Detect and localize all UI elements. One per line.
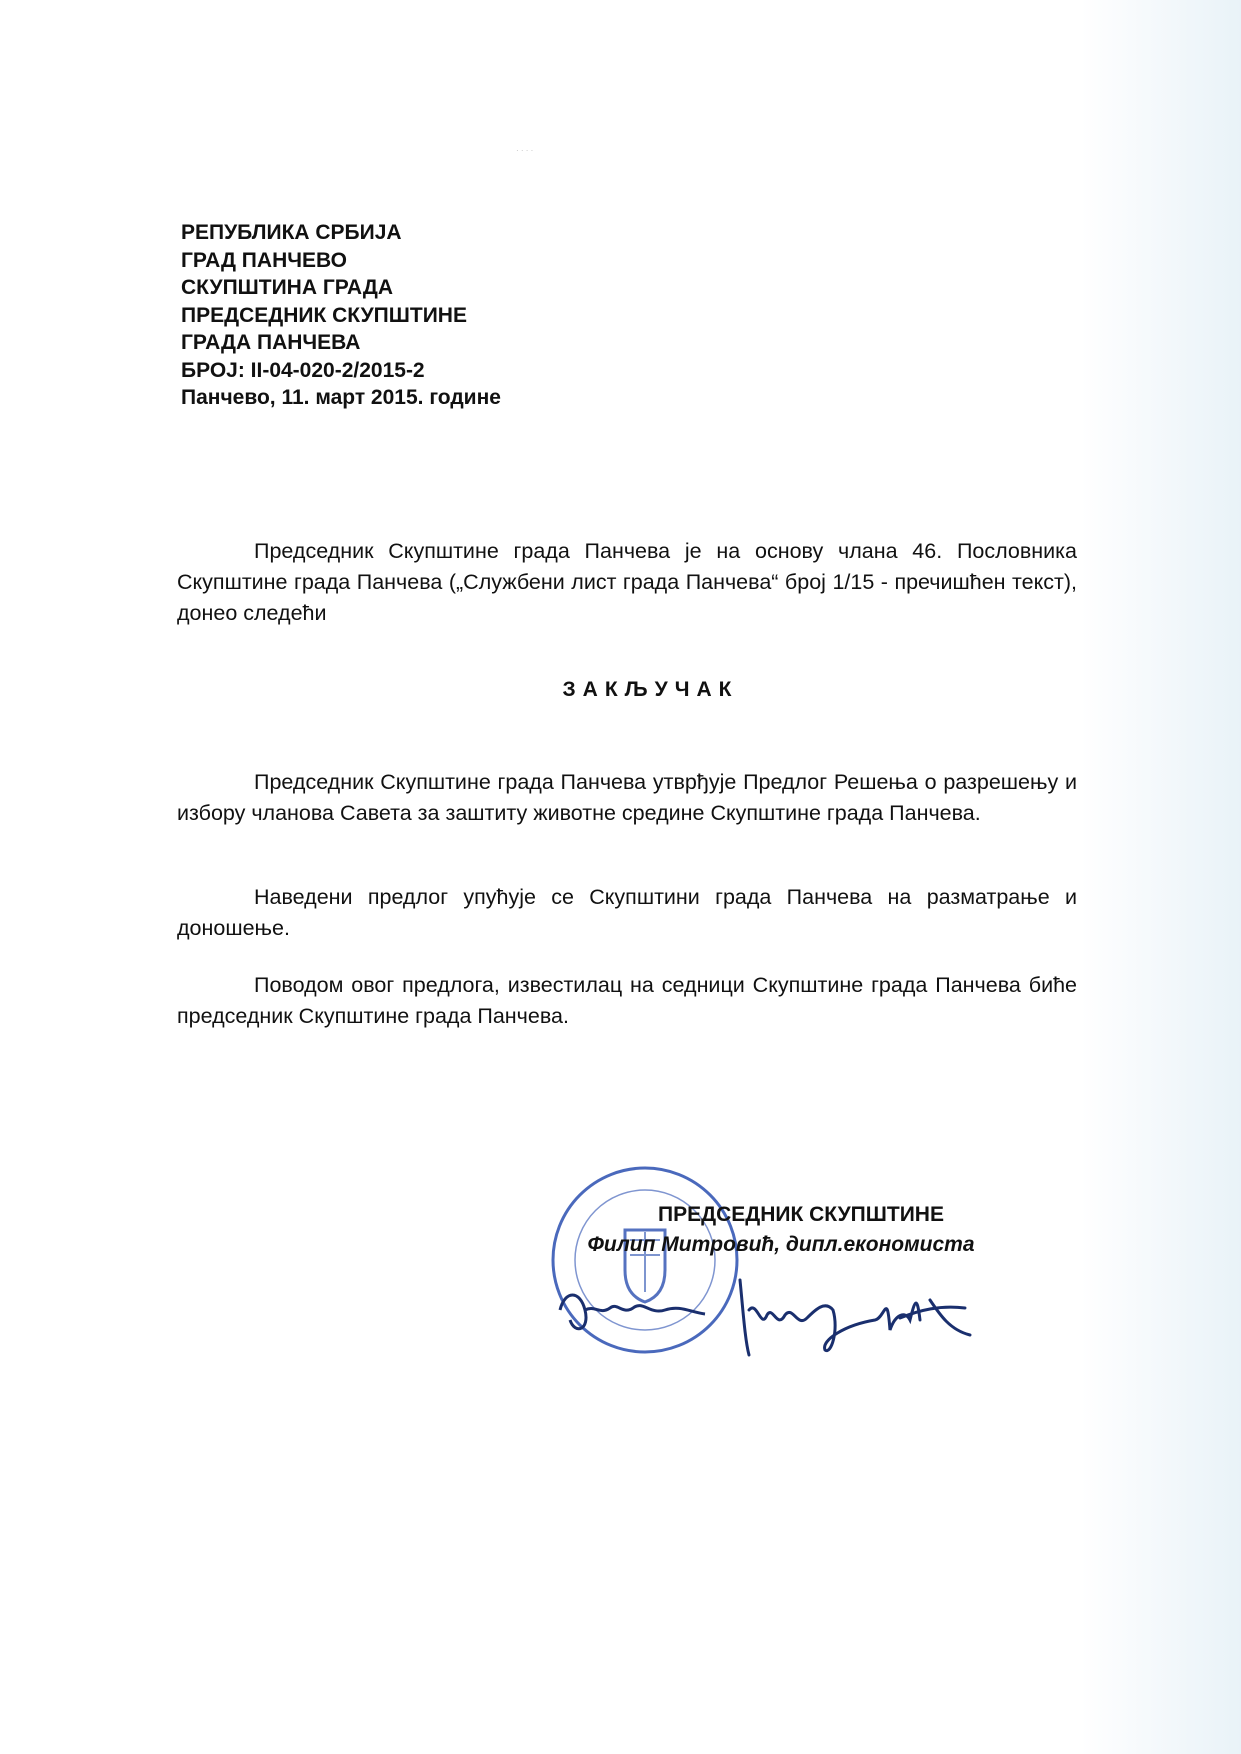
header-line: ГРАД ПАНЧЕВО xyxy=(181,248,347,272)
header-line: РЕПУБЛИКА СРБИЈА xyxy=(181,221,402,244)
signatory-role: ПРЕДСЕДНИК СКУПШТИНЕ xyxy=(658,1203,944,1226)
header-line: СКУПШТИНА ГРАДА xyxy=(181,276,393,299)
signature-block xyxy=(546,1200,1016,1260)
document-number: БРОЈ: II-04-020-2/2015-2 xyxy=(181,358,425,382)
scan-edge-tint xyxy=(1081,0,1241,1754)
body-paragraph: Поводом овог предлога, известилац на седници Скупштине града Панчева биће председник Скупштине града Панчева. xyxy=(177,973,1077,1028)
body-paragraph: Председник Скупштине града Панчева утврђује Предлог Решења о разрешењу и избору чланова Савета за заштиту животне средине Скупштине града Панчева. xyxy=(177,770,1077,825)
body-paragraph: Наведени предлог упућује се Скупштини града Панчева на разматрање и доношење. xyxy=(177,885,1077,940)
header-line: ГРАДА ПАНЧЕВА xyxy=(181,331,361,354)
document-header xyxy=(181,219,501,412)
intro-paragraph: Председник Скупштине града Панчева је на основу члана 46. Пословника Скупштине града Панчева („Службени лист града Панчева“ број 1/15 - пречишћен текст), донео следећи xyxy=(177,539,1077,625)
signatory-name: Филип Митровић, дипл.економиста xyxy=(587,1233,975,1256)
header-line: ПРЕДСЕДНИК СКУПШТИНЕ xyxy=(181,303,467,327)
scan-artifact: · · · · xyxy=(516,146,534,155)
document-title: ЗАКЉУЧАК xyxy=(562,678,739,701)
handwritten-signature xyxy=(735,1270,985,1360)
stamp-signature-scribble xyxy=(555,1280,735,1340)
document-date: Панчево, 11. март 2015. године xyxy=(181,386,501,409)
